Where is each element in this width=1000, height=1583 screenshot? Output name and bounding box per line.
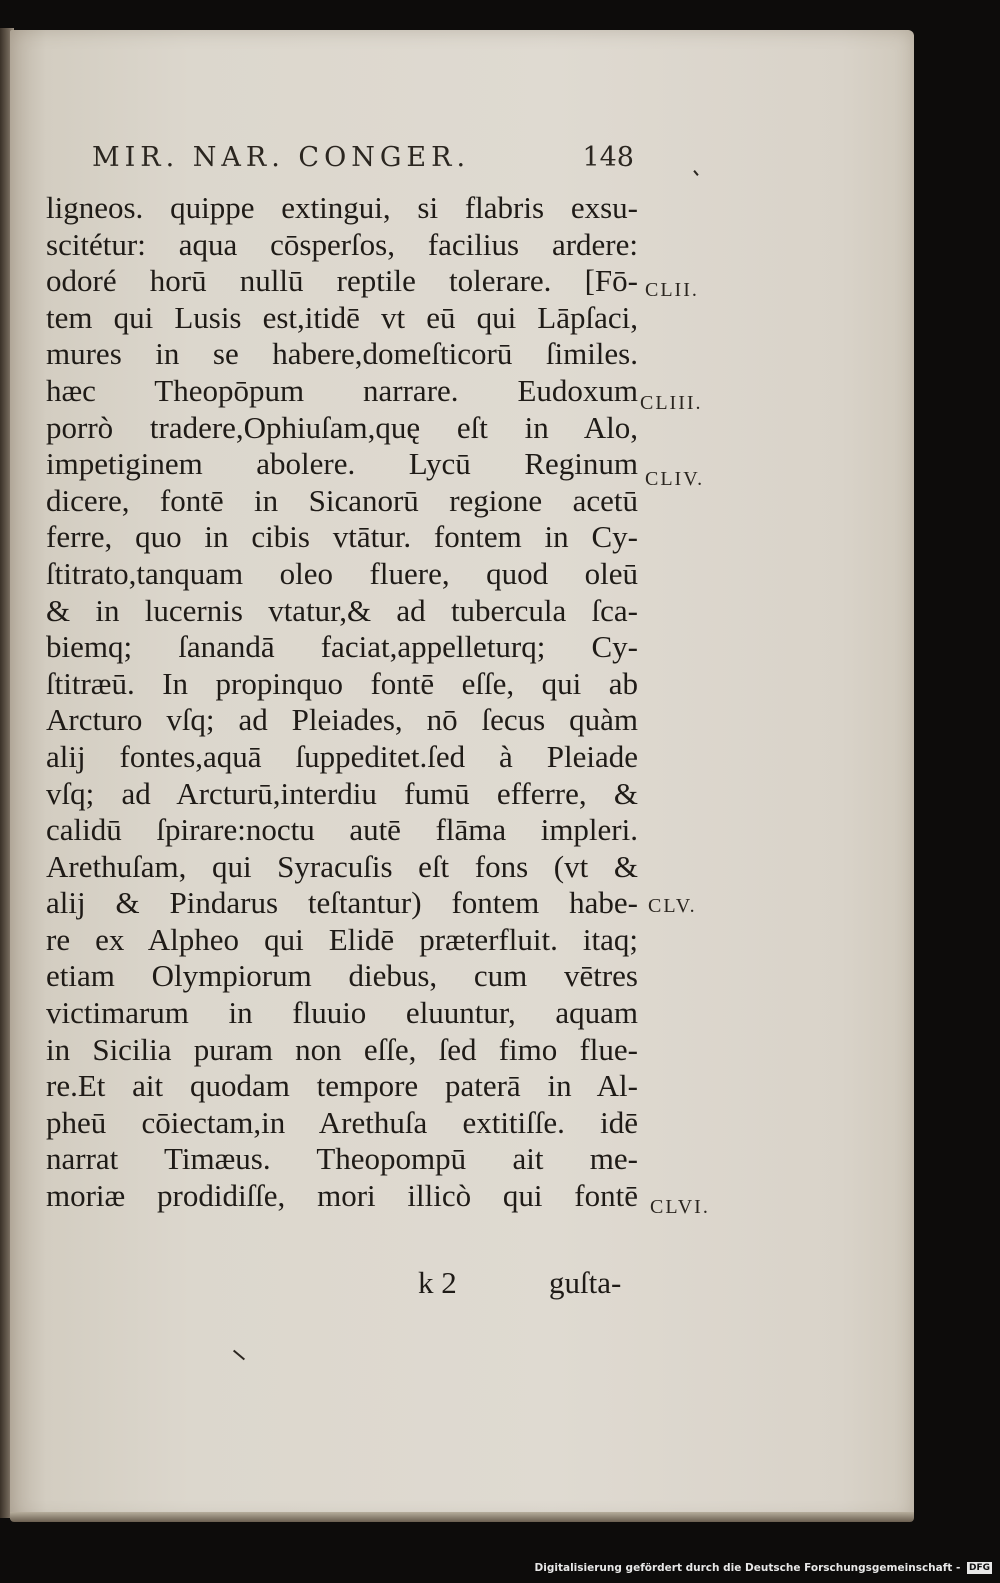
- running-title: MIR. NAR. CONGER.: [92, 142, 471, 173]
- text-line: porrò tradere,Ophiuſam,quę eſt in Alo,: [46, 409, 638, 445]
- text-line: re.Et ait quodam tempore paterā in Al-: [46, 1068, 638, 1104]
- margin-note-clv: CLV.: [648, 895, 697, 917]
- text-line: calidū ſpirare:noctu autē flāma impleri.: [46, 812, 638, 848]
- text-line: scitétur: aqua cōsperſos, facilius ardere:: [46, 226, 638, 262]
- text-line: & in lucernis vtatur,& ad tubercula ſca-: [46, 592, 638, 628]
- text-line: moriæ prodidiſſe, mori illicò qui fontē: [46, 1178, 638, 1214]
- text-line: tem qui Lusis est,itidē vt eū qui Lāpſaci,: [46, 299, 638, 335]
- page-header: [92, 142, 634, 173]
- text-line: alij fontes,aquā ſuppeditet.ſed à Pleiade: [46, 738, 638, 774]
- text-line: mures in se habere,domeſticorū ſimiles.: [46, 336, 638, 372]
- text-line: in Sicilia puram non eſſe, ſed fimo flue-: [46, 1031, 638, 1067]
- text-line: narrat Timæus. Theopompū ait me-: [46, 1141, 638, 1177]
- text-line: etiam Olympiorum diebus, cum vētres: [46, 958, 638, 994]
- text-line: hæc Theopōpum narrare. Eudoxum: [46, 372, 638, 408]
- text-line: impetiginem abolere. Lycū Reginum: [46, 446, 638, 482]
- text-line: dicere, fontē in Sicanorū regione acetū: [46, 482, 638, 518]
- text-line: alij & Pindarus teſtantur) fontem habe-: [46, 885, 638, 921]
- text-line: biemq; ſanandā faciat,appelleturq; Cy-: [46, 629, 638, 665]
- margin-note-cliv: CLIV.: [645, 468, 705, 490]
- text-line: re ex Alpheo qui Elidē præterfluit. itaq;: [46, 921, 638, 957]
- margin-note-cliii: CLIII.: [640, 392, 703, 414]
- text-line: ligneos. quippe extingui, si flabris exsu-: [46, 190, 638, 225]
- text-line: Arcturo vſq; ad Pleiades, nō ſecus quàm: [46, 702, 638, 738]
- text-line: victimarum in fluuio eluuntur, aquam: [46, 995, 638, 1031]
- page-bottom-edge: [10, 1512, 914, 1522]
- signature-mark: k 2: [418, 1265, 457, 1300]
- text-line: ſtitræū. In propinquo fontē eſſe, qui ab: [46, 665, 638, 701]
- catchword: guſta-: [549, 1265, 622, 1300]
- body-text: [46, 190, 638, 1215]
- text-line: odoré horū nullū reptile tolerare. [Fō-: [46, 263, 638, 299]
- footer-credit: [535, 1562, 992, 1574]
- folio-number: 148: [582, 142, 634, 173]
- margin-note-clii: CLII.: [645, 279, 699, 301]
- margin-note-clvi: CLVI.: [650, 1196, 710, 1218]
- text-line: vſq; ad Arcturū,interdiu fumū efferre, &: [46, 775, 638, 811]
- text-line: pheū cōiectam,in Arethuſa extitiſſe. idē: [46, 1104, 638, 1140]
- credit-text: Digitalisierung gefördert durch die Deutsche Forschungsgemeinschaft -: [534, 1562, 961, 1574]
- text-line: ferre, quo in cibis vtātur. fontem in Cy-: [46, 519, 638, 555]
- text-line: Arethuſam, qui Syracuſis eſt fons (vt &: [46, 848, 638, 884]
- text-line: ſtitrato,tanquam oleo fluere, quod oleū: [46, 555, 638, 591]
- dfg-logo: DFG: [968, 1563, 990, 1573]
